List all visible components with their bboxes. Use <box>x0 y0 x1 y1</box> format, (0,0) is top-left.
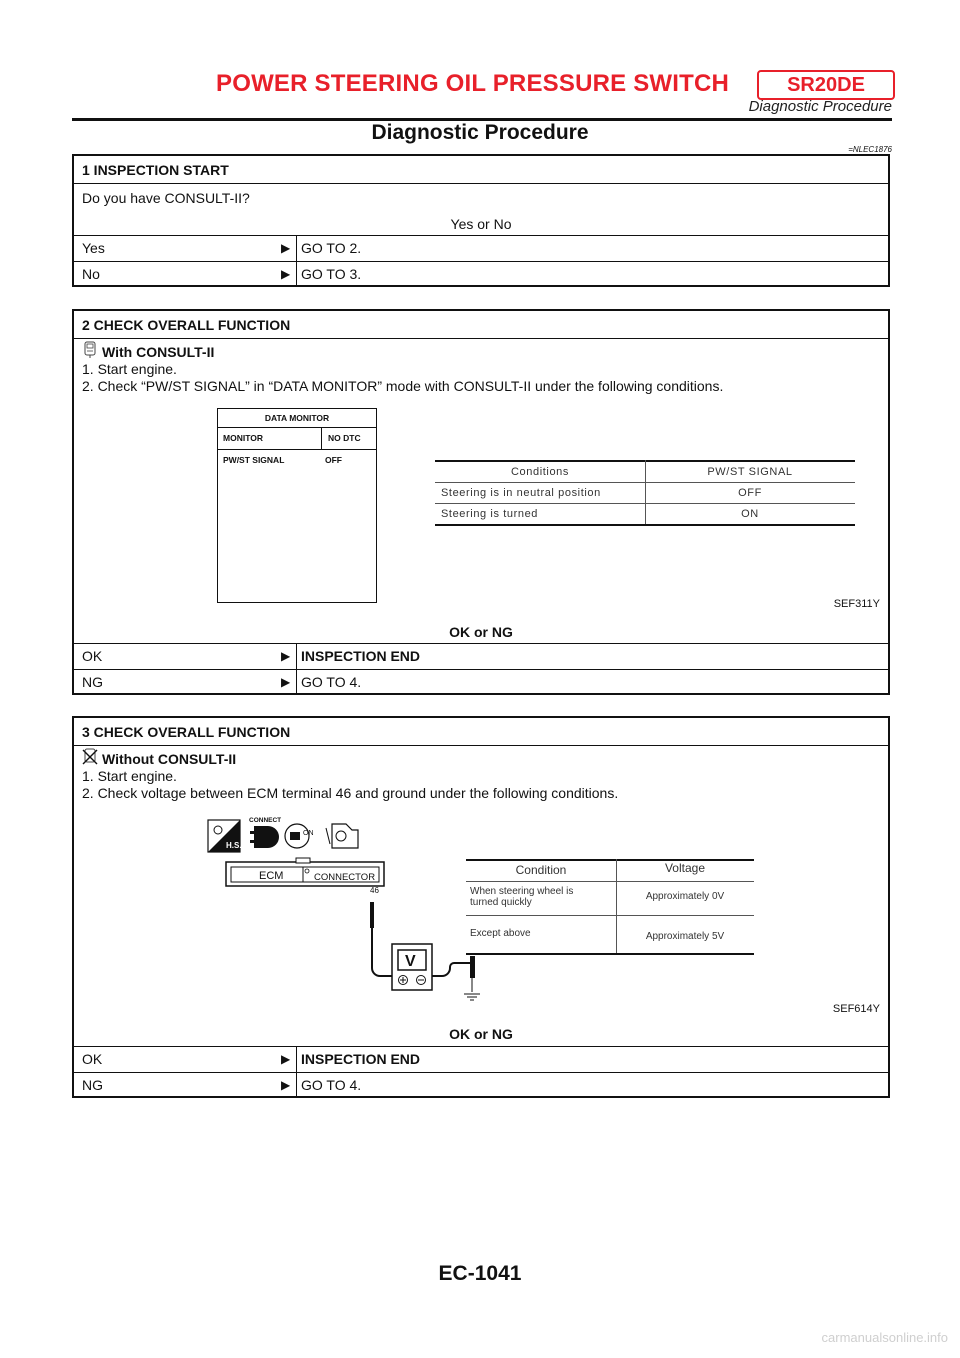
step3-goto-ng: GO TO 4. <box>301 1077 362 1093</box>
watermark: carmanualsonline.info <box>821 1330 948 1345</box>
svg-text:46: 46 <box>370 886 379 895</box>
monitor-dtc: NO DTC <box>328 433 361 443</box>
step3-mode: Without CONSULT-II <box>102 751 237 767</box>
step1-answer-no: No <box>82 266 100 282</box>
step1-goto-no: GO TO 3. <box>301 266 362 282</box>
step3-line2: 2. Check voltage between ECM terminal 46 and ground under the following conditions. <box>82 785 619 801</box>
step2-goto-ok: INSPECTION END <box>301 648 421 664</box>
table-cell: Steering is in neutral position <box>441 487 601 499</box>
step3-choice: OK or NG <box>449 1026 513 1042</box>
engine-running-icon <box>326 824 358 848</box>
monitor-title: DATA MONITOR <box>264 413 330 423</box>
ignition-key-icon <box>285 824 314 848</box>
arrow-right-icon: ▶ <box>281 675 291 689</box>
table-cell: Approximately 0V <box>645 891 725 902</box>
step2-choice: OK or NG <box>449 624 513 640</box>
page-header-title: POWER STEERING OIL PRESSURE SWITCH <box>216 70 730 97</box>
harness-connector-icon <box>208 820 242 852</box>
table-cell: OFF <box>738 487 762 499</box>
step2-answer-ok: OK <box>82 648 103 664</box>
step3-heading: 3 CHECK OVERALL FUNCTION <box>82 724 291 740</box>
no-consult-icon <box>82 748 98 766</box>
section-title: Diagnostic Procedure <box>371 121 589 144</box>
step1-answer-yes: Yes <box>82 240 105 256</box>
svg-text:H.S.: H.S. <box>226 841 242 850</box>
svg-text:CONNECT: CONNECT <box>249 817 282 824</box>
figure-code: SEF311Y <box>833 598 880 610</box>
monitor-item: PW/ST SIGNAL <box>223 455 285 465</box>
step2-goto-ng: GO TO 4. <box>301 674 362 690</box>
arrow-right-icon: ▶ <box>281 241 291 255</box>
svg-text:V: V <box>405 953 416 970</box>
table-cell: When steering wheel is turned quickly <box>470 886 574 908</box>
step3-line1: 1. Start engine. <box>82 768 177 784</box>
svg-text:CONNECTOR: CONNECTOR <box>314 872 376 883</box>
table-cell: Except above <box>470 928 531 939</box>
step2-heading: 2 CHECK OVERALL FUNCTION <box>82 317 291 333</box>
arrow-right-icon: ▶ <box>281 1078 291 1092</box>
section-ref-code: =NLEC1876 <box>848 145 892 154</box>
monitor-value: OFF <box>325 455 342 465</box>
svg-text:ECM: ECM <box>259 870 284 882</box>
page-number: EC-1041 <box>438 1262 522 1285</box>
step1-question: Do you have CONSULT-II? <box>82 190 250 206</box>
data-monitor-panel <box>217 408 377 603</box>
table-header: Condition <box>515 863 567 877</box>
step3-box <box>72 716 890 1098</box>
monitor-mode: MONITOR <box>223 433 263 443</box>
arrow-right-icon: ▶ <box>281 649 291 663</box>
table-header: Conditions <box>511 466 569 478</box>
step2-box <box>72 309 890 695</box>
step1-choice: Yes or No <box>450 216 512 232</box>
step2-answer-ng: NG <box>82 674 103 690</box>
step2-line2: 2. Check “PW/ST SIGNAL” in “DATA MONITOR” mode with CONSULT-II under the following conditions. <box>82 378 724 394</box>
svg-text:ON: ON <box>303 830 314 837</box>
connect-icon <box>249 817 281 848</box>
arrow-right-icon: ▶ <box>281 1052 291 1066</box>
conditions-table <box>435 460 855 526</box>
table-header: Voltage <box>664 861 706 875</box>
step1-goto-yes: GO TO 2. <box>301 240 362 256</box>
figure-code: SEF614Y <box>832 1003 880 1015</box>
step1-box <box>72 154 890 287</box>
step1-heading: 1 INSPECTION START <box>82 162 229 178</box>
arrow-right-icon: ▶ <box>281 267 291 281</box>
table-header: PW/ST SIGNAL <box>707 466 793 478</box>
consult-ii-icon <box>82 341 98 359</box>
step3-answer-ng: NG <box>82 1077 103 1093</box>
step2-line1: 1. Start engine. <box>82 361 177 377</box>
step2-mode: With CONSULT-II <box>102 344 215 360</box>
step3-goto-ok: INSPECTION END <box>301 1051 421 1067</box>
table-cell: Steering is turned <box>441 508 539 520</box>
engine-code-badge: SR20DE <box>757 70 895 100</box>
page-header-subtitle: Diagnostic Procedure <box>748 98 892 115</box>
table-cell: Approximately 5V <box>645 931 725 942</box>
table-cell: ON <box>741 508 759 520</box>
voltage-table <box>466 859 754 955</box>
step3-answer-ok: OK <box>82 1051 103 1067</box>
